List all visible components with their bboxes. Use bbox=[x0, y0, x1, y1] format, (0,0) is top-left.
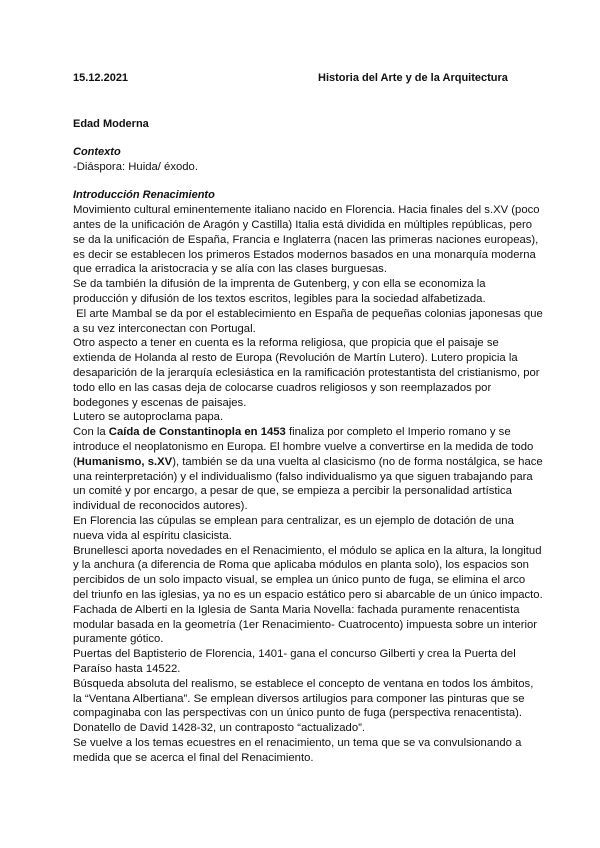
text-run: Con la bbox=[73, 426, 109, 439]
paragraph: En Florencia las cúpulas se emplean para centralizar, es un ejemplo de dotación de una nueva vida al espíritu clasicista. bbox=[73, 514, 514, 542]
paragraph bbox=[73, 425, 543, 514]
header-date: 15.12.2021 bbox=[73, 72, 129, 84]
paragraph: Donatello de David 1428-32, un contraposto “actualizado”. bbox=[73, 722, 366, 735]
bold-term-constantinople: Caída de Constantinopla en 1453 bbox=[108, 426, 286, 439]
text-run: ), también se da una vuelta al clasicismo (no de forma nostálgica, se hace una reinterpretación) y el individualismo (falso individualismo ya que siguen trabajando para un comité y por encargo, a pesar de que, se empieza a percibir la personalidad artística individual de reconocidos autores). bbox=[73, 455, 543, 513]
section-title: Edad Moderna bbox=[73, 118, 149, 130]
paragraph: Se vuelve a los temas ecuestres en el renacimiento, un tema que se va convulsionando a medida que se acerca el final del Renacimiento. bbox=[73, 736, 522, 764]
paragraph-text: El arte Mambal se da por el establecimiento en España de pequeñas colonias japonesas que a su vez interconectan con Portugal. bbox=[73, 307, 543, 335]
paragraph: Fachada de Alberti en la Iglesia de Santa Maria Novella: fachada puramente renacentista modular basada en la geometría (1er Renacimiento- Cuatrocento) impuesta sobre un interior puramente gótico. bbox=[73, 603, 538, 646]
paragraph: Se da también la difusión de la imprenta de Gutenberg, y con ella se economiza la producción y difusión de los textos escritos, legibles para la sociedad alfabetizada. bbox=[73, 278, 486, 305]
paragraph: Búsqueda absoluta del realismo, se establece el concepto de ventana en todos los ámbitos, la “Ventana Albertiana”. Se emplean diversos artilugios para componer las pinturas que se compaginaba con las perspectivas con un único punto de fuga (perspectiva renacentista). bbox=[73, 677, 534, 720]
intro-block bbox=[73, 188, 543, 765]
context-heading: Contexto bbox=[73, 146, 121, 158]
paragraph: Brunellesci aporta novedades en el Renacimiento, el módulo se aplica en la altura, la longitud y la anchura (a diferencia de Roma que aplicaba módulos en planta solo), los espacios son percibidos de un solo impacto visual, se emplea un único punto de fuga, se elimina el arco del triunfo en las iglesias, ya no es un espacio estático pero si abarcable de un único impacto. bbox=[73, 544, 543, 601]
context-text: -Diáspora: Huida/ éxodo. bbox=[73, 161, 198, 174]
paragraph: Otro aspecto a tener en cuenta es la reforma religiosa, que propicia que el paisaje se extienda de Holanda al resto de Europa (Revolución de Martín Lutero). Lutero propicia la desaparición de la jerarquía eclesiástica en la ramificación protestantista del cristianismo, por todo ello en las casas deja de colocarse cuadros religiosos y son reemplazados por bodegones y escenas de paisajes. bbox=[73, 337, 540, 409]
paragraph: Movimiento cultural eminentemente italiano nacido en Florencia. Hacia finales del s.XV (poco antes de la unificación de Aragón y Castilla) Italia está dividida en múltiples repúblicas, pero se da la unificación de España, Francia e Inglaterra (nacen las primeras naciones europeas), es decir se establecen los primeros Estados modernos basados en una monarquía moderna que erradica la aristocracia y se alía con las clases burguesas. bbox=[73, 204, 540, 276]
paragraph bbox=[73, 307, 543, 337]
context-block bbox=[73, 145, 543, 175]
header-course-title: Historia del Arte y de la Arquitectura bbox=[318, 72, 508, 84]
bold-term-humanism: Humanismo, s.XV bbox=[76, 455, 173, 468]
text-run: finaliza por completo el Imperio romano y se introduce el neoplatonismo en Europa. El hombre vuelve a convertirse en la medida de todo ( bbox=[73, 426, 534, 468]
paragraph: Puertas del Baptisterio de Florencia, 1401- gana el concurso Gilberti y crea la Puerta del Paraíso hasta 14522. bbox=[73, 648, 516, 675]
intro-heading: Introducción Renacimiento bbox=[73, 189, 215, 201]
paragraph: Lutero se autoproclama papa. bbox=[73, 411, 224, 424]
